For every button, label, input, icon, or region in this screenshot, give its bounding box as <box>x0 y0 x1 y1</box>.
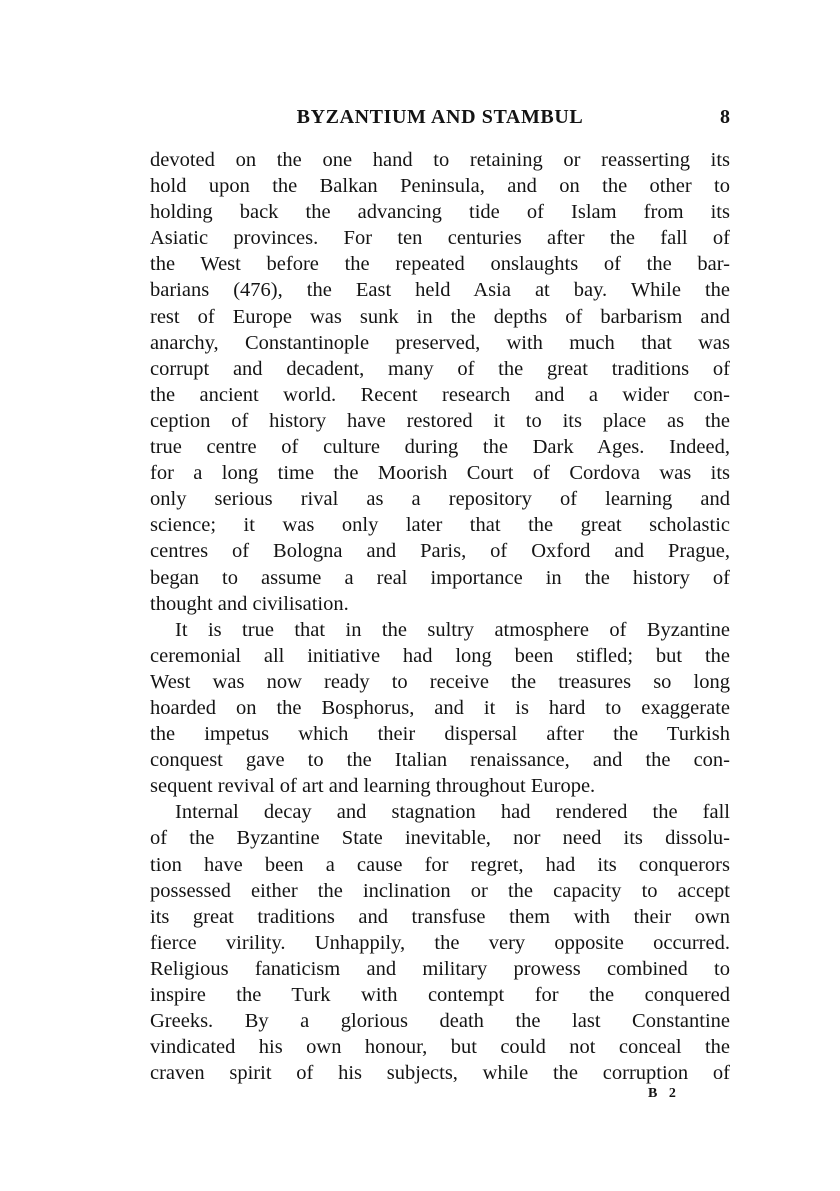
text-line: Internal decay and stagnation had rendered the fall <box>175 801 730 824</box>
text-line: vindicated his own honour, but could not conceal the <box>150 1036 730 1059</box>
text-line: science; it was only later that the great scholastic <box>150 514 730 537</box>
text-line: hold upon the Balkan Peninsula, and on the other to <box>150 175 730 198</box>
text-line: possessed either the inclination or the capacity to accept <box>150 879 730 902</box>
text-line: devoted on the one hand to retaining or reasserting its <box>150 149 730 171</box>
text-line: ceremonial all initiative had long been stifled; but the <box>150 644 730 667</box>
text-line: corrupt and decadent, many of the great traditions of <box>150 357 730 380</box>
text-line: holding back the advancing tide of Islam from its <box>150 201 730 224</box>
text-line: its great traditions and transfuse them with their own <box>150 905 730 928</box>
text-line: thought and civilisation. <box>150 592 349 615</box>
text-line: fierce virility. Unhappily, the very opposite occurred. <box>150 931 730 954</box>
text-line: for a long time the Moorish Court of Cordova was its <box>150 462 730 485</box>
text-line: began to assume a real importance in the history of <box>150 566 730 589</box>
text-line: true centre of culture during the Dark Ages. Indeed, <box>150 436 730 459</box>
page-header <box>150 106 730 136</box>
text-line: conquest gave to the Italian renaissance, and the con- <box>150 749 730 772</box>
text-line: the West before the repeated onslaughts of the bar- <box>150 253 730 276</box>
text-line: centres of Bologna and Paris, of Oxford and Prague, <box>150 540 730 563</box>
text-line: the impetus which their dispersal after the Turkish <box>150 723 730 746</box>
text-line: Religious fanaticism and military prowess combined to <box>150 957 730 980</box>
text-line: inspire the Turk with contempt for the conquered <box>150 984 730 1006</box>
signature-mark: B 2 <box>648 1086 680 1101</box>
text-line: of the Byzantine State inevitable, nor need its dissolu- <box>150 827 730 850</box>
text-line: the ancient world. Recent research and a wider con- <box>150 383 730 406</box>
text-line: barians (476), the East held Asia at bay. While the <box>150 279 730 302</box>
text-line: Greeks. By a glorious death the last Constantine <box>150 1010 730 1033</box>
text-line: Asiatic provinces. For ten centuries after the fall of <box>150 227 730 250</box>
text-line: hoarded on the Bosphorus, and it is hard to exaggerate <box>150 696 730 719</box>
running-head: BYZANTIUM AND STAMBUL <box>296 106 584 128</box>
text-line: craven spirit of his subjects, while the corruption of <box>150 1062 730 1085</box>
text-line: West was now ready to receive the treasures so long <box>150 670 730 693</box>
text-line: tion have been a cause for regret, had its conquerors <box>150 853 730 876</box>
text-line: sequent revival of art and learning throughout Europe. <box>150 775 596 798</box>
text-line: only serious rival as a repository of learning and <box>150 488 730 511</box>
page-number: 8 <box>720 106 730 128</box>
text-line: ception of history have restored it to its place as the <box>150 409 730 432</box>
text-line: It is true that in the sultry atmosphere of Byzantine <box>175 618 730 641</box>
text-line: rest of Europe was sunk in the depths of barbarism and <box>150 305 730 328</box>
body-text <box>150 147 730 1086</box>
text-line: anarchy, Constantinople preserved, with much that was <box>150 331 730 354</box>
